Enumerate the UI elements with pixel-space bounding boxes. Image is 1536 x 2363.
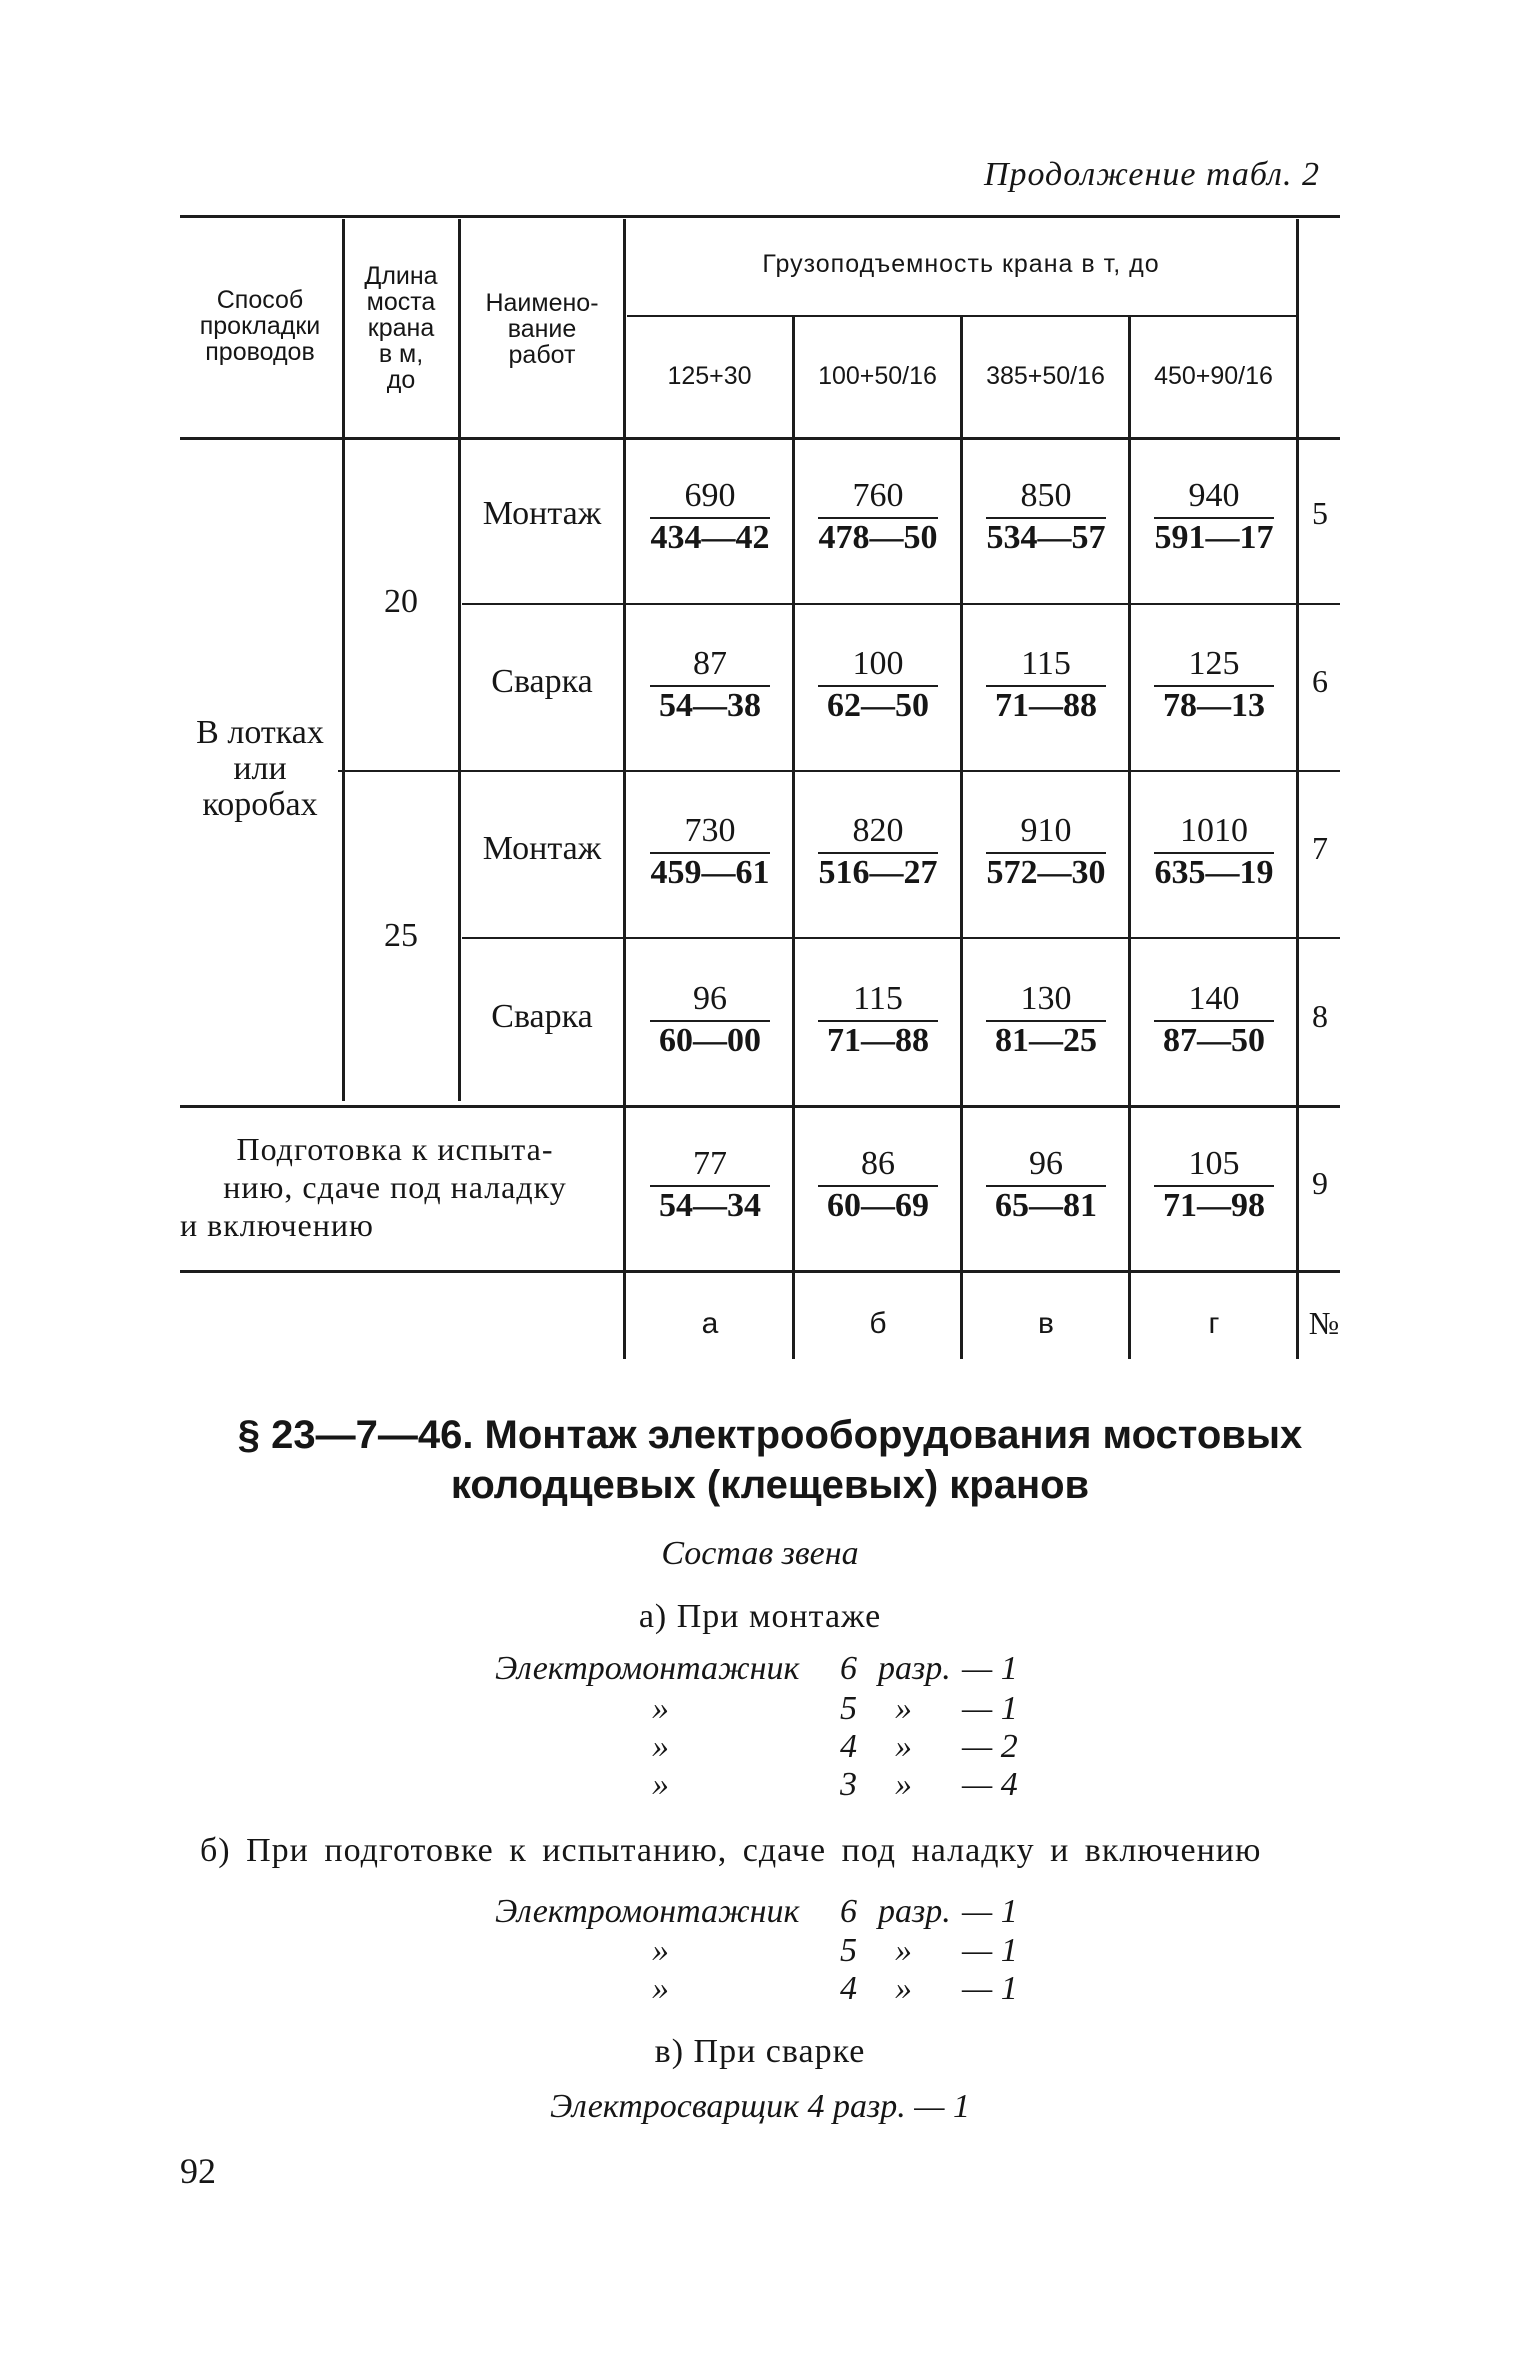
- subheading-c: в) При сварке: [654, 2033, 866, 2070]
- col-rule-c: [1128, 317, 1131, 1359]
- page-number: 92: [180, 2151, 216, 2191]
- header-capacity: Грузоподъемность крана в т, до: [762, 250, 1160, 278]
- col-letter-c: в: [1038, 1307, 1054, 1340]
- table-cell: $\frac{760}{478—50}$: [818, 477, 938, 556]
- length-20: 20: [384, 583, 418, 620]
- list-item: 4: [840, 1728, 857, 1765]
- method-group-label: В лотках или коробах: [196, 714, 324, 823]
- work-montage-2: Монтаж: [482, 830, 602, 867]
- list-item: »: [895, 1970, 912, 2007]
- list-item: 6: [840, 1893, 857, 1930]
- list-item: »: [895, 1766, 912, 1803]
- subheading-b: б) При подготовке к испытанию, сдаче под наладку и включению: [200, 1832, 1262, 1869]
- col-letter-d: г: [1208, 1307, 1220, 1340]
- table-cell: $\frac{910}{572—30}$: [986, 812, 1106, 891]
- table-cell: $\frac{690}{434—42}$: [650, 477, 770, 556]
- col-letter-a: а: [701, 1307, 719, 1340]
- list-item: — 1: [962, 1690, 1018, 1727]
- table-cell: $\frac{850}{534—57}$: [986, 477, 1106, 556]
- row-number: 8: [1312, 998, 1328, 1034]
- subheading-a: а) При монтаже: [638, 1598, 882, 1635]
- table-cell: $\frac{820}{516—27}$: [818, 812, 938, 891]
- list-item: »: [895, 1690, 912, 1727]
- composition-heading: Состав звена: [661, 1535, 859, 1572]
- list-item: Электромонтажник: [495, 1893, 800, 1930]
- header-method: Способ прокладки проводов: [199, 286, 321, 366]
- header-capacity-d: 450+90/16: [1154, 362, 1273, 390]
- list-item: »: [895, 1728, 912, 1765]
- list-item: — 4: [962, 1766, 1018, 1803]
- header-capacity-a: 125+30: [667, 362, 752, 390]
- norms-table: [180, 215, 1340, 1360]
- table-cell: $\frac{96}{60—00}$: [630, 980, 790, 1060]
- list-item: разр.: [878, 1650, 951, 1687]
- list-item: 3: [840, 1766, 857, 1803]
- prep-row-label: Подготовка к испыта- нию, сдаче под наладку и включению: [180, 1131, 567, 1243]
- list-item: 4: [840, 1970, 857, 2007]
- list-item: »: [652, 1690, 669, 1727]
- table-bottom-rule: [180, 1270, 1340, 1273]
- list-item: 5: [840, 1690, 857, 1727]
- col-rule-d: [1296, 219, 1299, 1359]
- list-item: — 1: [962, 1893, 1018, 1930]
- list-item: »: [652, 1728, 669, 1765]
- work-welding-2: Сварка: [491, 998, 593, 1035]
- list-item: 5: [840, 1932, 857, 1969]
- row-number: 7: [1312, 830, 1328, 866]
- table-cell: $\frac{940}{591—17}$: [1154, 477, 1274, 556]
- col-rule-a: [792, 317, 795, 1359]
- col-letter-b: б: [869, 1307, 887, 1340]
- col-rule-b: [960, 317, 963, 1359]
- list-item: разр.: [878, 1893, 951, 1930]
- table-cell: $\frac{87}{54—38}$: [630, 645, 790, 725]
- row-rule-2: [338, 770, 1340, 772]
- table-cell: $\frac{730}{459—61}$: [650, 812, 770, 891]
- length-25: 25: [384, 917, 418, 954]
- list-c-item: Электросварщик 4 разр. — 1: [550, 2088, 970, 2125]
- table-cell: $\frac{125}{78—13}$: [1134, 645, 1294, 725]
- row-number: 5: [1312, 495, 1328, 531]
- col-rule-length: [458, 219, 461, 1101]
- list-item: Электромонтажник: [495, 1650, 800, 1687]
- col-rule-work: [623, 219, 626, 1359]
- table-cell: $\frac{100}{62—50}$: [798, 645, 958, 725]
- table-cell: $\frac{96}{65—81}$: [966, 1145, 1126, 1225]
- row-number: 6: [1312, 663, 1328, 699]
- section-title: § 23—7—46. Монтаж электрооборудования мостовых колодцевых (клещевых) кранов: [237, 1413, 1303, 1507]
- table-cell: $\frac{115}{71—88}$: [966, 645, 1126, 725]
- list-item: — 1: [962, 1970, 1018, 2007]
- header-bottom-rule: [180, 437, 1340, 440]
- row-rule-4: [180, 1105, 1340, 1108]
- row-rule-1: [462, 603, 1340, 605]
- table-continuation-label: Продолжение табл. 2: [983, 156, 1320, 193]
- list-item: »: [652, 1970, 669, 2007]
- list-item: »: [652, 1766, 669, 1803]
- row-number: 9: [1312, 1165, 1328, 1201]
- list-item: — 1: [962, 1932, 1018, 1969]
- table-cell: $\frac{77}{54—34}$: [630, 1145, 790, 1225]
- table-top-rule: [180, 215, 1340, 218]
- num-label: №: [1308, 1305, 1340, 1341]
- list-item: »: [895, 1932, 912, 1969]
- list-item: »: [652, 1932, 669, 1969]
- header-work-name: Наимено- вание работ: [485, 289, 599, 369]
- header-length: Длина моста крана в м, до: [364, 262, 438, 394]
- table-cell: $\frac{86}{60—69}$: [798, 1145, 958, 1225]
- header-capacity-b: 100+50/16: [818, 362, 937, 390]
- work-welding-1: Сварка: [491, 663, 593, 700]
- row-rule-3: [462, 937, 1340, 939]
- header-capacity-c: 385+50/16: [986, 362, 1105, 390]
- table-cell: $\frac{140}{87—50}$: [1134, 980, 1294, 1060]
- list-item: — 1: [962, 1650, 1018, 1687]
- table-cell: $\frac{105}{71—98}$: [1134, 1145, 1294, 1225]
- work-montage-1: Монтаж: [482, 495, 602, 532]
- table-cell: $\frac{1010}{635—19}$: [1154, 812, 1274, 891]
- table-cell: $\frac{130}{81—25}$: [966, 980, 1126, 1060]
- list-item: — 2: [962, 1728, 1018, 1765]
- table-cell: $\frac{115}{71—88}$: [798, 980, 958, 1060]
- list-item: 6: [840, 1650, 857, 1687]
